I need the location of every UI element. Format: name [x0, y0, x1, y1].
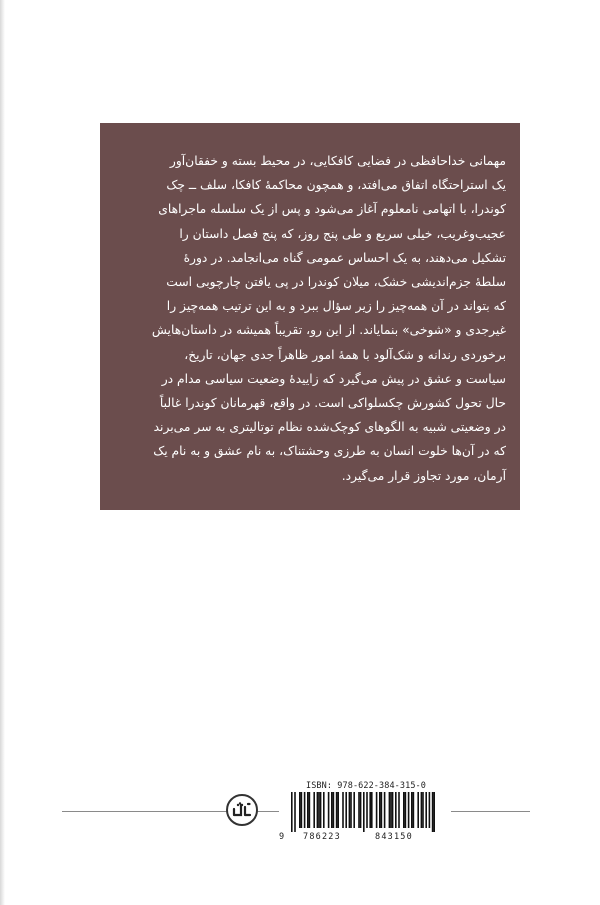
blurb-line: یک استراحتگاه اتفاق می‌افتد، و همچون محاکمهٔ کافکا، سلف ــ چک	[166, 178, 506, 193]
blurb-text	[114, 149, 506, 488]
barcode-bar	[429, 792, 431, 828]
barcode-bar	[390, 792, 392, 828]
barcode-bar	[381, 792, 383, 828]
barcode-bar	[422, 792, 424, 828]
page-edge-shadow	[0, 0, 5, 905]
barcode-bar	[366, 792, 368, 828]
blurb-line: تشکیل می‌دهند، به یک احساس عمومی گناه می‌انجامد. در دورهٔ	[183, 250, 506, 265]
isbn-barcode	[279, 781, 451, 843]
barcode-bar	[331, 792, 333, 828]
back-cover-blurb-box	[100, 123, 520, 510]
barcode-bar	[337, 792, 339, 828]
barcode-bar	[395, 792, 397, 828]
barcode-bar	[405, 792, 407, 828]
barcode-bar	[379, 792, 381, 828]
barcode-bar	[299, 792, 301, 828]
blurb-line: برخوردی رندانه و شک‌آلود با همهٔ امور ظاهراً جدی جهان، تاریخ،	[184, 347, 506, 362]
blurb-line: سیاست و عشق در پیش می‌گیرد که زاییدهٔ وضعیت سیاسی مدام در	[161, 371, 506, 386]
barcode-bar	[301, 792, 303, 828]
barcode-bar	[360, 792, 362, 828]
barcode-first-digit: 9	[279, 832, 285, 842]
barcode-bar	[421, 792, 423, 828]
barcode-bar	[392, 792, 394, 828]
barcode-bar	[411, 792, 413, 828]
publisher-logo	[226, 794, 258, 826]
barcode-bar	[417, 792, 419, 828]
barcode-bar	[294, 792, 296, 832]
barcode-bar	[309, 792, 311, 828]
barcode-bar	[317, 792, 319, 828]
barcode-bar	[313, 792, 315, 828]
barcode-bar	[333, 792, 335, 828]
isbn-text: ISBN: 978-622-384-315-0	[305, 781, 426, 791]
barcode-bar	[318, 792, 320, 828]
barcode-left-digits: 786223	[303, 832, 341, 842]
barcode-bar	[291, 792, 293, 832]
barcode-bar	[336, 792, 338, 828]
barcode-right-digits: 843150	[375, 832, 413, 842]
barcode-bar	[425, 792, 427, 828]
barcode-bar	[413, 792, 415, 828]
barcode-bar	[384, 792, 386, 828]
footer-rule-left	[62, 811, 228, 812]
barcode-bar	[350, 792, 352, 828]
barcode-bar	[328, 792, 330, 828]
barcode-bar	[323, 792, 325, 828]
blurb-line: کوندرا، با اتهامی نامعلوم آغاز می‌شود و پس از یک سلسله ماجراهای	[158, 202, 506, 217]
barcode-bar	[398, 792, 400, 828]
barcode-bar	[307, 792, 309, 828]
barcode-bar	[408, 792, 410, 828]
barcode-bar	[320, 792, 322, 828]
barcode-bar	[376, 792, 378, 828]
blurb-line: سلطهٔ جزم‌اندیشی خشک، میلان کوندرا در پی یافتن چارچوبی است	[166, 275, 506, 290]
barcode-bar	[403, 792, 405, 828]
blurb-line: عجیب‌وغریب، خیلی سریع و طی پنج روز، که پنج فصل داستان را	[179, 226, 506, 241]
blurb-line: آرمان، مورد تجاوز قرار می‌گیرد.	[341, 468, 506, 483]
barcode-bar	[304, 792, 306, 828]
blurb-line: مهمانی خداحافظی در فضایی کافکایی، در محیط بسته و خفقان‌آور	[169, 154, 506, 168]
blurb-line: در وضعیتی شبیه به الگوهای کوچک‌شده نظام توتالیتری به سر می‌برند	[153, 420, 506, 435]
barcode-bar	[432, 792, 434, 832]
blurb-line: حال تحول کشورش چکسلواکی است. در واقع، قهرمانان کوندرا غالباً	[159, 396, 506, 411]
barcode-bar	[349, 792, 351, 828]
barcode-bar	[363, 792, 365, 832]
blurb-line: که بتواند در آن همه‌چیز را زیر سؤال ببرد و به این ترتیب همه‌چیز را	[166, 299, 506, 314]
blurb-line: که در آن‌ها خلوت انسان به طرزی وحشتناک، به نام عشق و به نام یک	[153, 444, 506, 459]
publisher-logo-mark	[231, 801, 253, 819]
blurb-line: غیرجدی و «شوخی» بنمایاند. از این رو، تقریباً همیشه در داستان‌هایش	[151, 323, 506, 338]
barcode-bar	[345, 792, 347, 828]
barcode-bar	[358, 792, 360, 828]
barcode-bar	[389, 792, 391, 828]
barcode-bar	[353, 792, 355, 828]
barcode-bar	[433, 792, 435, 832]
barcode-bars	[279, 792, 451, 832]
barcode-bar	[342, 792, 344, 828]
barcode-bar	[369, 792, 371, 828]
barcode-bar	[371, 792, 373, 828]
